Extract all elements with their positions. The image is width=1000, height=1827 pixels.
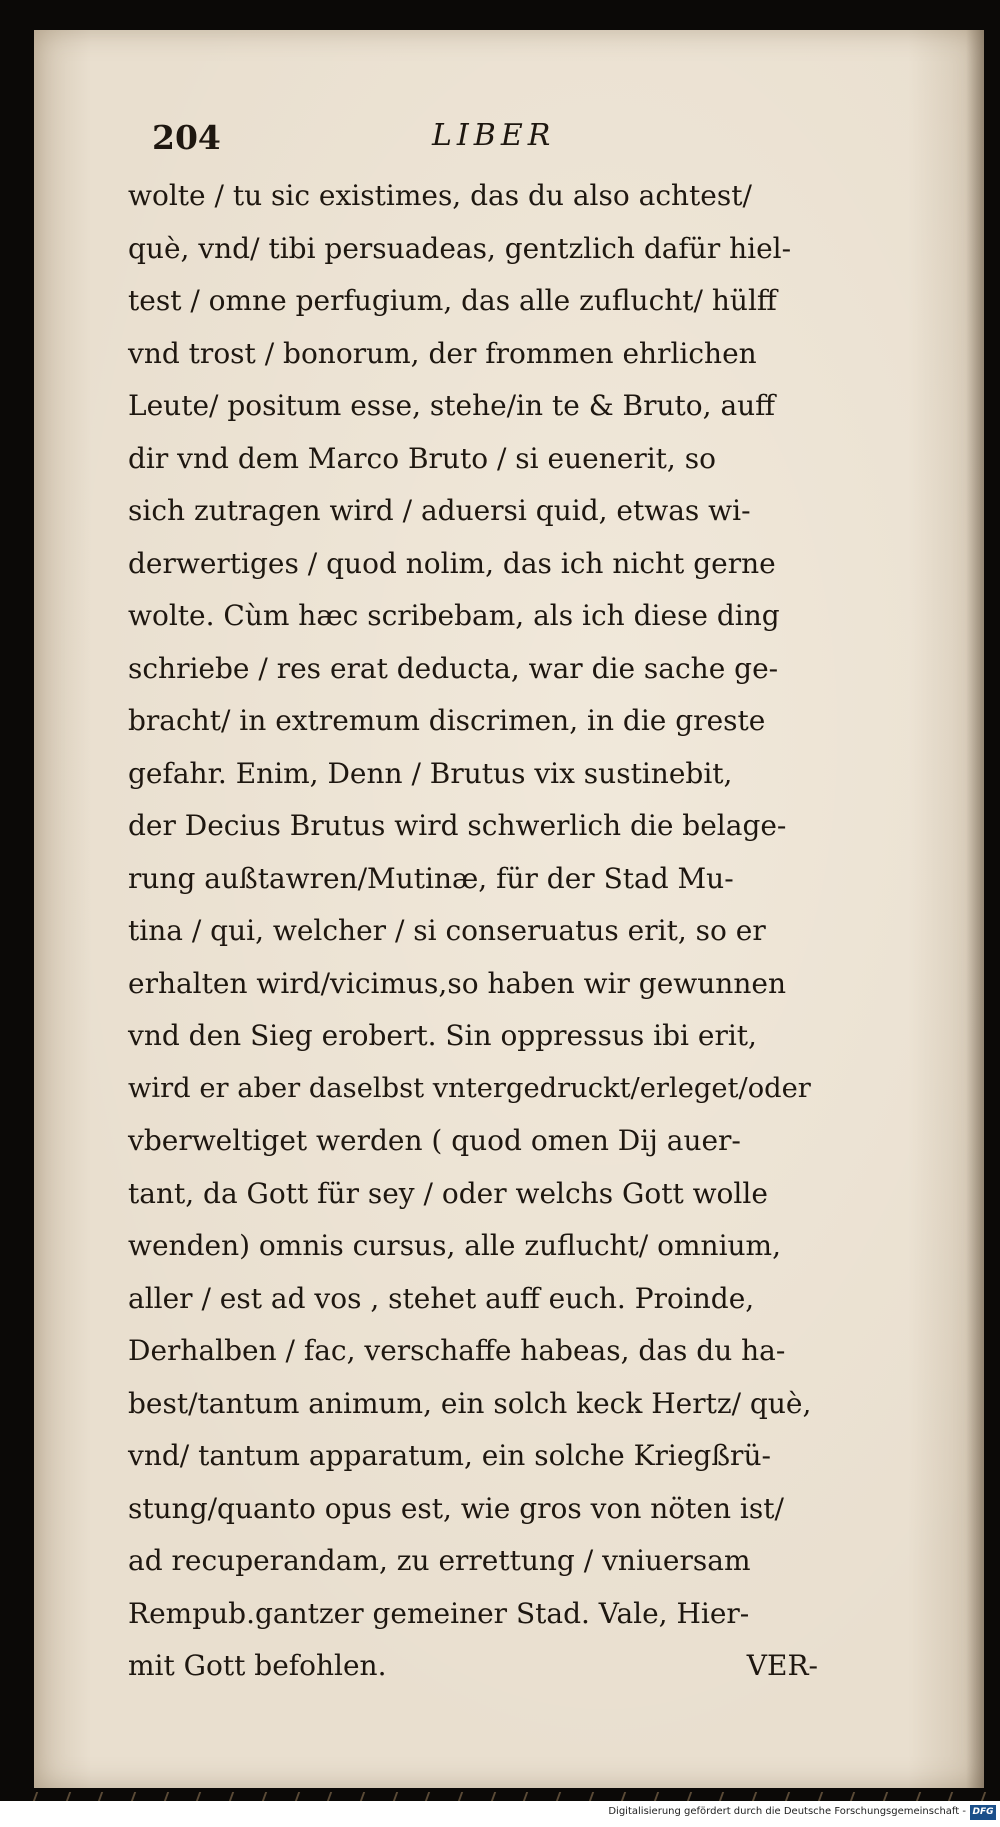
spine-shadow [966,30,984,1788]
page-number: 204 [152,118,221,157]
text-line: vberweltiget werden ( quod omen Dij auer- [128,1124,741,1157]
text-line: Derhalben / fac, verschaffe habeas, das du ha- [128,1334,786,1367]
text-line: què, vnd/ tibi persuadeas, gentzlich dafür hiel- [128,231,792,265]
text-line: wolte / tu sic existimes, das du also achtest/ [128,179,752,212]
text-line: stung/quanto opus est, wie gros von nöten ist/ [128,1491,784,1525]
closing-phrase: mit Gott befohlen. [128,1649,387,1682]
text-line: gefahr. Enim, Denn / Brutus vix sustinebit, [128,756,733,790]
text-line: der Decius Brutus wird schwerlich die belage- [128,809,787,842]
text-line: derwertiges / quod nolim, das ich nicht gerne [128,546,776,580]
running-head [152,118,772,168]
digitization-credit: Digitalisierung gefördert durch die Deutsche Forschungsgemeinschaft - [608,1806,966,1817]
dfg-logo-icon: DFG [970,1805,996,1820]
text-line: vnd den Sieg erobert. Sin oppressus ibi erit, [128,1019,757,1052]
text-line: tant, da Gott für sey / oder welchs Gott wolle [128,1176,768,1210]
text-line: rung außtawren/Mutinæ, für der Stad Mu- [128,861,734,895]
running-title: LIBER [432,118,556,153]
text-line: erhalten wird/vicimus,so haben wir gewunnen [128,966,786,1000]
text-line: ad recuperandam, zu errettung / vniuersam [128,1544,751,1577]
body-text [128,170,818,1693]
text-line: tina / qui, welcher / si conseruatus erit, so er [128,914,766,947]
text-line: test / omne perfugium, das alle zuflucht/ hülff [128,284,777,317]
text-line: vnd trost / bonorum, der frommen ehrlichen [128,336,757,370]
text-line: Leute/ positum esse, stehe/in te & Bruto, auff [128,389,776,422]
text-line: Rempub.gantzer gemeiner Stad. Vale, Hier- [128,1596,750,1630]
text-line: best/tantum animum, ein solch keck Hertz/ què, [128,1386,812,1420]
text-line: aller / est ad vos , stehet auff euch. Proinde, [128,1281,755,1315]
footer-strip [0,1801,1000,1827]
text-line: bracht/ in extremum discrimen, in die greste [128,704,766,737]
catchword: VER- [746,1649,818,1682]
text-line: vnd/ tantum apparatum, ein solche Kriegßrü- [128,1439,771,1472]
text-line-last [128,1640,818,1693]
text-line: dir vnd dem Marco Bruto / si euenerit, so [128,441,716,475]
text-line: wird er aber daselbst vntergedruckt/erleget/oder [128,1072,811,1104]
text-line: wenden) omnis cursus, alle zuflucht/ omnium, [128,1229,782,1262]
text-line: schriebe / res erat deducta, war die sache ge- [128,651,779,685]
text-line: wolte. Cùm hæc scribebam, als ich diese ding [128,599,780,632]
text-line: sich zutragen wird / aduersi quid, etwas wi- [128,494,751,527]
